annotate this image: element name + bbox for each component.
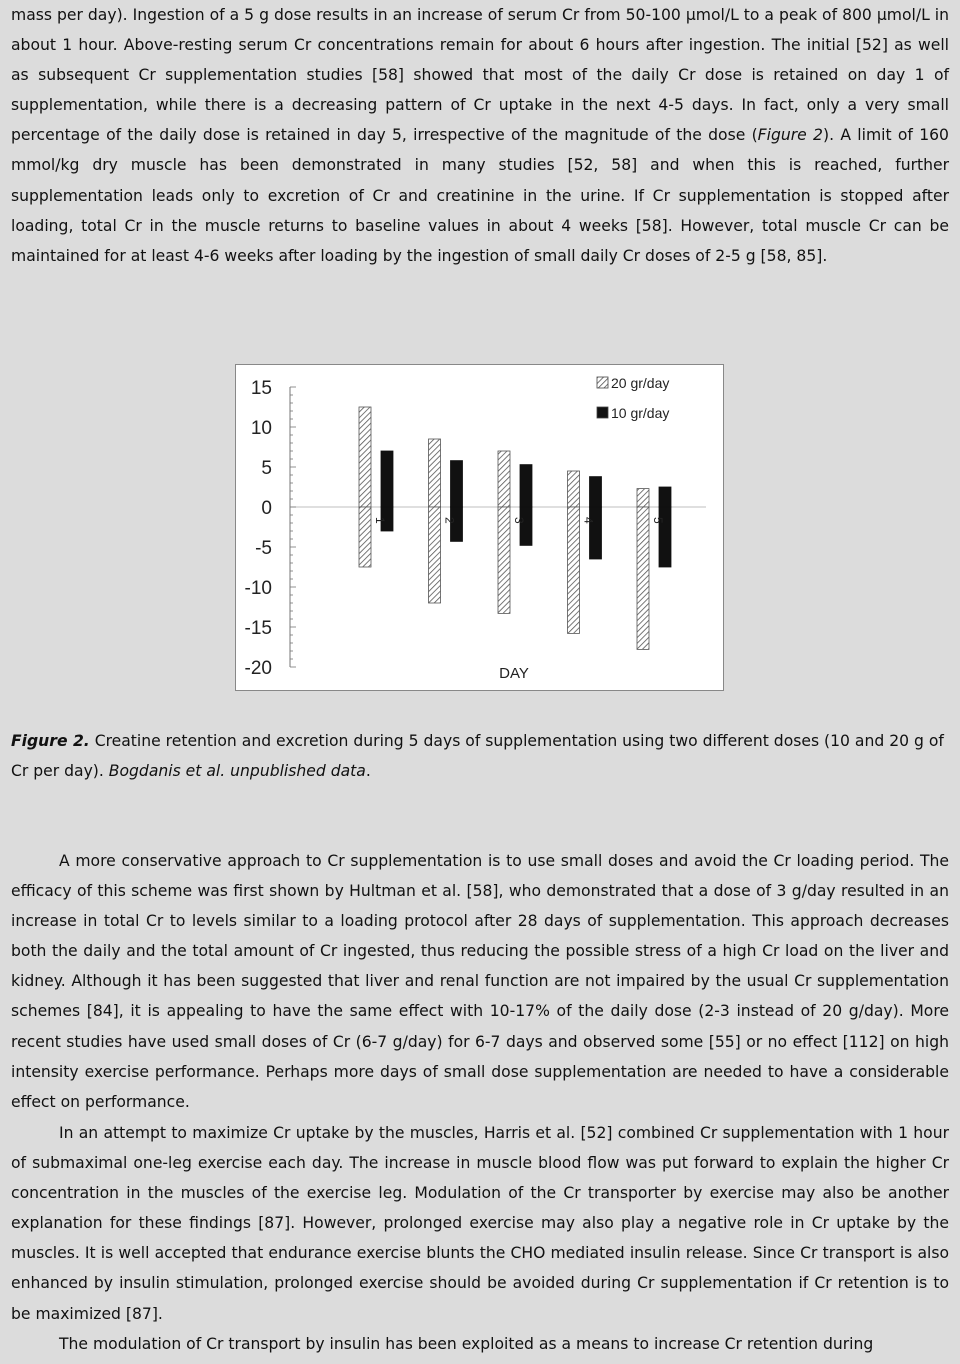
bar-10g-retention <box>659 487 671 507</box>
bar-10g-excretion <box>520 507 532 545</box>
x-category-label: 3 <box>512 517 526 524</box>
figure-caption <box>11 726 949 786</box>
x-axis-label: DAY <box>499 665 529 682</box>
bar-20g-excretion <box>429 507 441 603</box>
bar-10g-retention <box>590 477 602 507</box>
paragraph-1 <box>11 0 949 271</box>
caption-source: Bogdanis et al. unpublished data <box>108 762 366 781</box>
paragraph-1-text-rest: ). A limit of 160 mmol/kg dry muscle has been demonstrated in many studies [52, 58] and when this is reached, further supplementation leads only to excretion of Cr and creatinine in the urine. If Cr supplementation is stopped after loading, total Cr in the muscle returns to baseline values in about 4 weeks [58]. However, total muscle Cr can be maintained for at least 4-6 weeks after loading by the ingestion of small daily Cr doses of 2-5 g [58, 85]. <box>11 126 949 265</box>
y-tick-label: -10 <box>244 578 272 599</box>
y-tick-label: -5 <box>255 538 272 559</box>
y-tick-label: 5 <box>261 458 272 479</box>
legend-label: 10 gr/day <box>611 405 670 421</box>
bar-20g-retention <box>359 407 371 507</box>
bar-10g-excretion <box>590 507 602 559</box>
y-tick-label: 10 <box>250 418 272 439</box>
paragraph-3: In an attempt to maximize Cr uptake by the muscles, Harris et al. [52] combined Cr supplementation with 1 hour of submaximal one-leg exercise each day. The increase in muscle blood flow was put forward to explain the higher Cr concentration in the muscles of the exercise leg. Modulation of the Cr transporter by exercise may also be another explanation for these findings [87]. However, prolonged exercise may also play a negative role in Cr uptake by the muscles. It is well accepted that endurance exercise blunts the CHO mediated insulin release. Since Cr transport is also enhanced by insulin stimulation, prolonged exercise should be avoided during Cr supplementation if Cr retention is to be maximized [87]. <box>11 1124 949 1323</box>
y-tick-label: 15 <box>250 378 272 399</box>
paragraph-1-text: mass per day). Ingestion of a 5 g dose results in an increase of serum Cr from 50-100 μmol/L to a peak of 800 μmol/L in about 1 hour. Above-resting serum Cr concentrations remain for about 6 hours after ingestion. The initial [52] as well as subsequent Cr supplementation studies [58] showed that most of the daily Cr dose is retained on day 1 of supplementation, while there is a decreasing pattern of Cr uptake in the next 4-5 days. In fact, only a very small percentage of the daily dose is retained in day 5, irrespective of the magnitude of the dose ( <box>11 6 949 145</box>
caption-label: Figure 2. <box>11 732 90 750</box>
x-category-label: 2 <box>442 517 457 524</box>
paragraph-2: A more conservative approach to Cr supplementation is to use small doses and avoid the Cr loading period. The efficacy of this scheme was first shown by Hultman et al. [58], who demonstrated that a dose of 3 g/day resulted in an increase in total Cr to levels similar to a loading protocol after 28 days of supplementation. This approach decreases both the daily and the total amount of Cr ingested, thus reducing the possible stress of a high Cr load on the liver and kidney. Although it has been suggested that liver and renal function are not impaired by the usual Cr supplementation schemes [84], it is appealing to have the same effect with 10-17% of the daily dose (2-3 instead of 20 g/day). More recent studies have used small doses of Cr (6-7 g/day) for 6-7 days and observed some [55] or no effect [112] on high intensity exercise performance. Perhaps more days of small dose supplementation are needed to have a considerable effect on performance. <box>11 852 949 1111</box>
legend-swatch <box>597 407 608 418</box>
bar-20g-excretion <box>498 507 510 613</box>
bar-20g-retention <box>568 471 580 507</box>
legend-label: 20 gr/day <box>611 375 670 391</box>
bar-20g-retention <box>637 489 649 507</box>
bar-10g-retention <box>381 451 393 507</box>
bar-20g-excretion <box>359 507 371 567</box>
bar-10g-retention <box>451 461 463 507</box>
paragraph-4: The modulation of Cr transport by insulin has been exploited as a means to increase Cr retention during <box>59 1335 874 1353</box>
bar-20g-excretion <box>568 507 580 633</box>
x-category-label: 1 <box>373 517 387 524</box>
bar-20g-retention <box>498 451 510 507</box>
bar-20g-retention <box>429 439 441 507</box>
bar-chart <box>236 365 723 690</box>
y-tick-label: -15 <box>244 618 272 639</box>
figure-2-chart <box>235 364 724 691</box>
bar-10g-excretion <box>659 507 671 567</box>
figure-reference: Figure 2 <box>757 126 823 145</box>
y-tick-label: 0 <box>261 498 272 519</box>
y-tick-label: -20 <box>244 658 272 679</box>
legend-swatch <box>597 377 608 388</box>
x-category-label: 4 <box>581 517 596 524</box>
caption-end: . <box>365 762 371 781</box>
caption-text: Creatine retention and excretion during 5 days of supplementation using two different doses (10 and 20 g of Cr per day). <box>11 732 944 781</box>
bar-20g-excretion <box>637 507 649 649</box>
x-category-label: 5 <box>651 517 665 524</box>
bar-10g-excretion <box>451 507 463 541</box>
bar-10g-retention <box>520 465 532 507</box>
